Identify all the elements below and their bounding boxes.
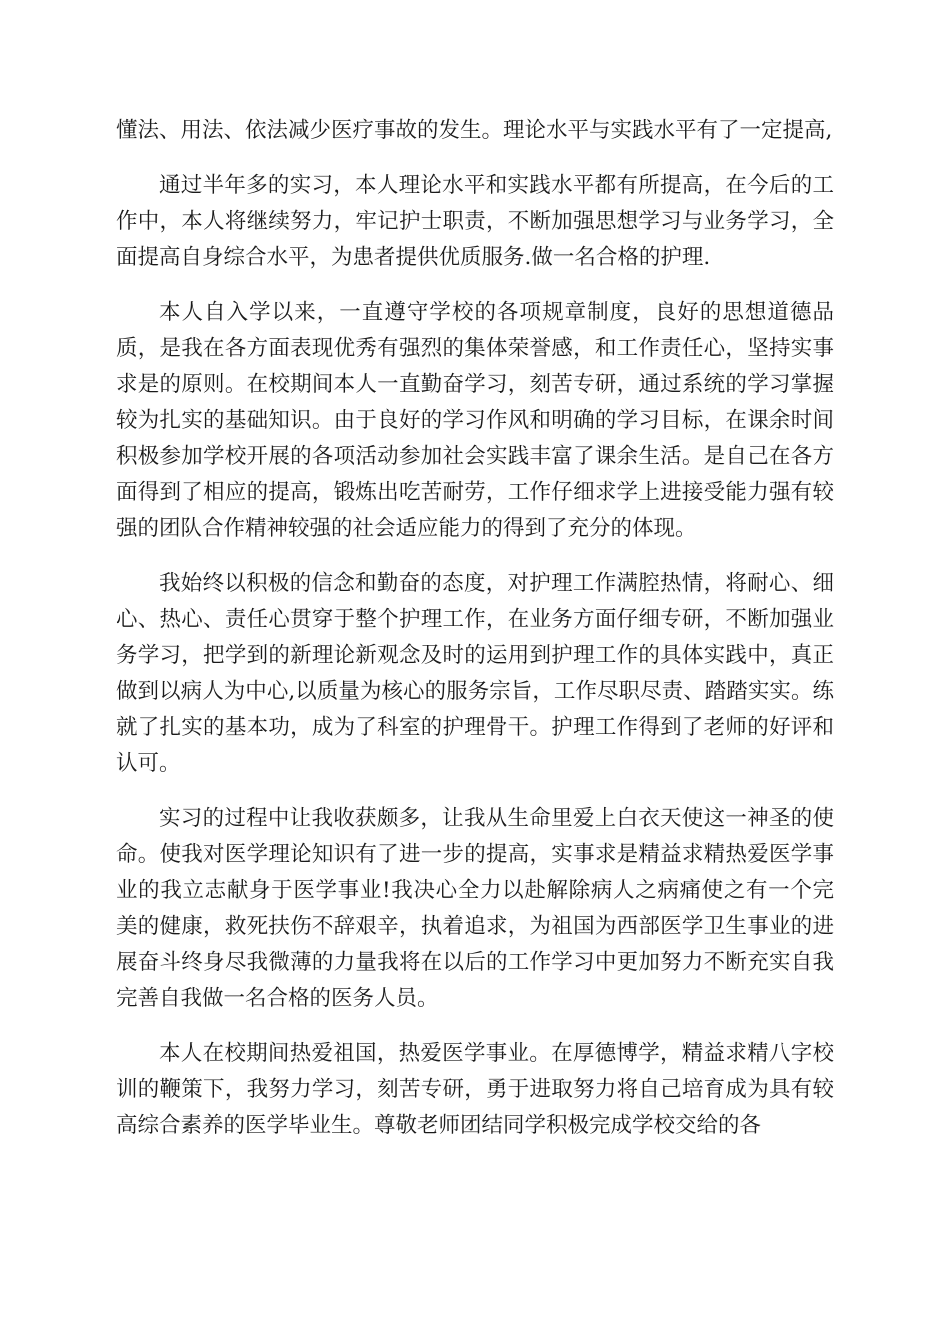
paragraph-3: 本人自入学以来，一直遵守学校的各项规章制度，良好的思想道德品质，是我在各方面表现优秀有强烈的集体荣誉感，和工作责任心，坚持实事求是的原则。在校期间本人一直勤奋学习，刻苦专研，通过系统的学习掌握较为扎实的基础知识。由于良好的学习作风和明确的学习目标，在课余时间积极参加学校开展的各项活动参加社会实践丰富了课余生活。是自己在各方面得到了相应的提高，锻炼出吃苦耐劳，工作仔细求学上进接受能力强有较强的团队合作精神较强的社会适应能力的得到了充分的体现。 — [116, 300, 834, 541]
paragraph-4: 我始终以积极的信念和勤奋的态度，对护理工作满腔热情，将耐心、细心、热心、责任心贯穿于整个护理工作，在业务方面仔细专研，不断加强业务学习，把学到的新理论新观念及时的运用到护理工作的具体实践中，真正做到以病人为中心,以质量为核心的服务宗旨，工作尽职尽责、踏踏实实。练就了扎实的基本功，成为了科室的护理骨干。护理工作得到了老师的好评和认可。 — [116, 571, 834, 776]
paragraph-6: 本人在校期间热爱祖国，热爱医学事业。在厚德博学，精益求精八字校训的鞭策下，我努力学习，刻苦专研，勇于进取努力将自己培育成为具有较高综合素养的医学毕业生。尊敬老师团结同学积极完成学校交给的各 — [116, 1041, 834, 1138]
paragraph-1: 懂法、用法、依法减少医疗事故的发生。理论水平与实践水平有了一定提高, — [116, 118, 833, 143]
paragraph-5: 实习的过程中让我收获颇多，让我从生命里爱上白衣天使这一神圣的使命。使我对医学理论知识有了进一步的提高，实事求是精益求精热爱医学事业的我立志献身于医学事业!我决心全力以赴解除病人之病痛使之有一个完美的健康，救死扶伤不辞艰辛，执着追求，为祖国为西部医学卫生事业的进展奋斗终身尽我微薄的力量我将在以后的工作学习中更加努力不断充实自我完善自我做一名合格的医务人员。 — [116, 806, 834, 1011]
document-body — [116, 113, 834, 1163]
paragraph-2: 通过半年多的实习，本人理论水平和实践水平都有所提高，在今后的工作中，本人将继续努力，牢记护士职责，不断加强思想学习与业务学习，全面提高自身综合水平，为患者提供优质服务.做一名合格的护理. — [116, 173, 834, 270]
